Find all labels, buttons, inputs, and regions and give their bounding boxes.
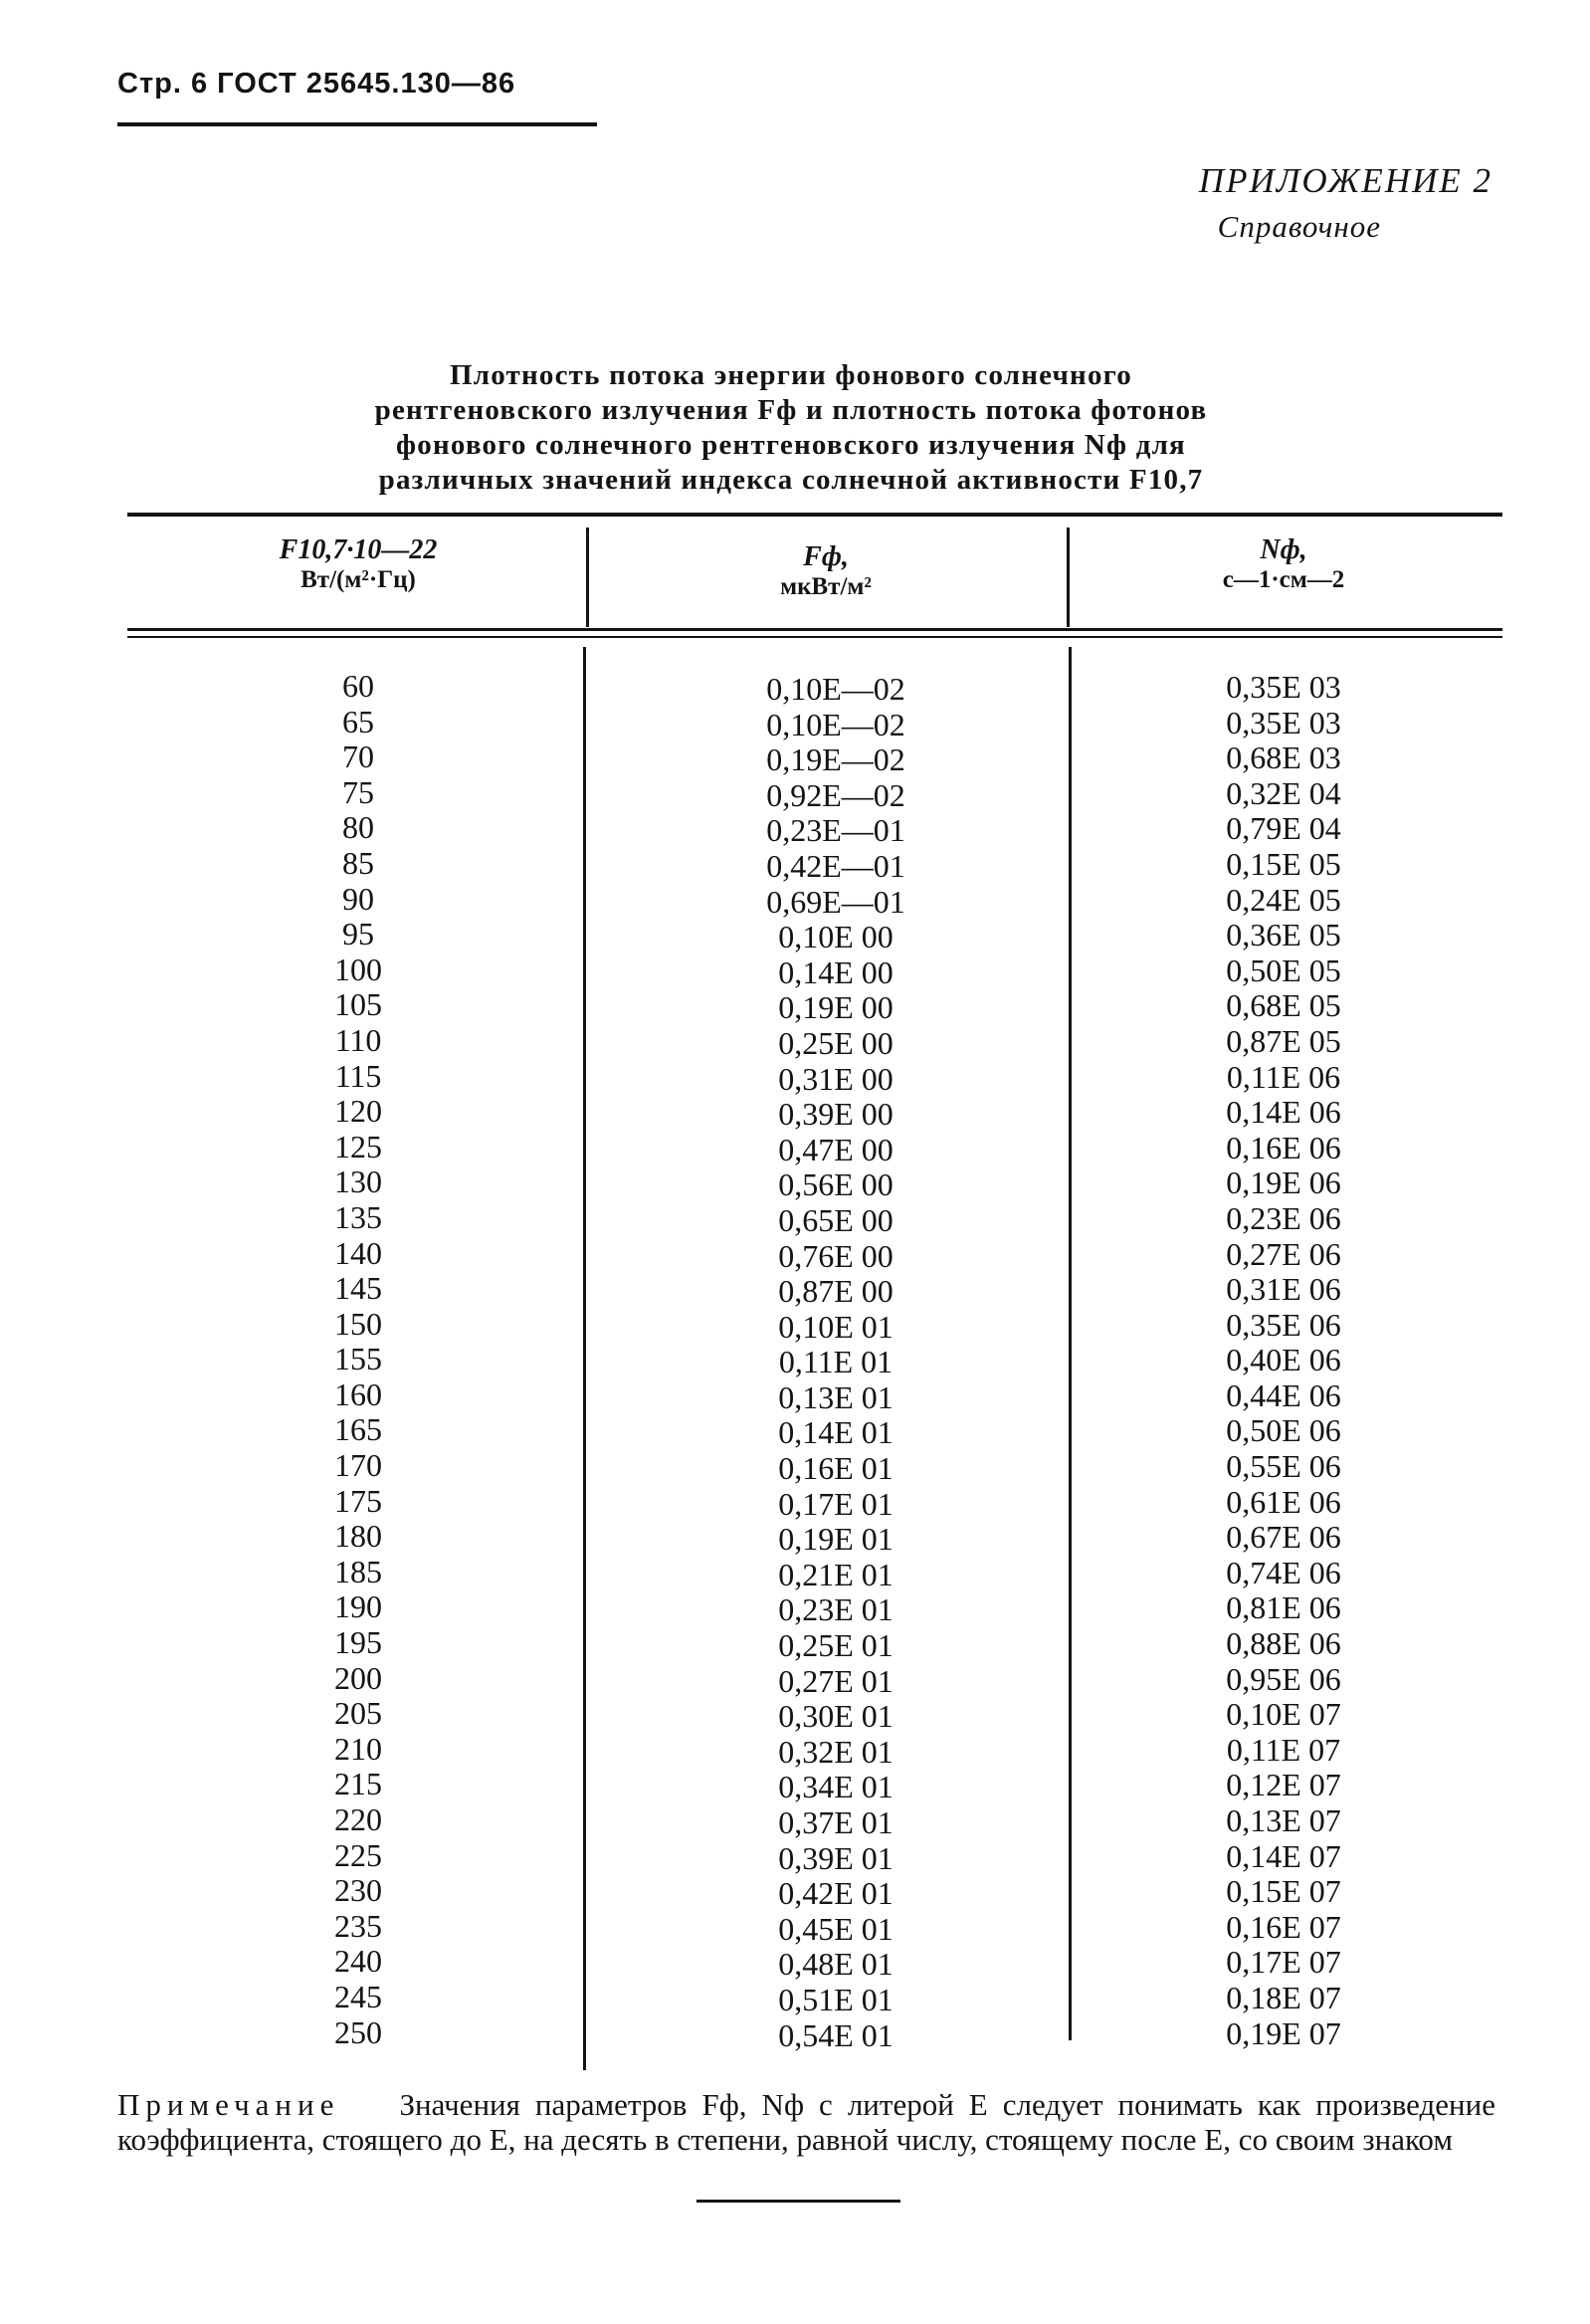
table-cell: 0,19E 01: [778, 1521, 894, 1558]
table-cell: 0,15E 05: [1226, 845, 1341, 882]
table-cell: 0,79E 04: [1226, 810, 1341, 847]
column-f-phi-values: [696, 672, 975, 2053]
table-top-rule: [127, 513, 1502, 517]
table-cell: 190: [334, 1588, 382, 1625]
column-divider: [586, 528, 589, 627]
column-n-phi-values: [1144, 670, 1423, 2051]
table-cell: 0,16E 06: [1226, 1129, 1341, 1165]
table-cell: 110: [334, 1021, 382, 1058]
table-cell: 0,61E 06: [1226, 1483, 1341, 1520]
table-cell: 0,27E 01: [778, 1662, 894, 1699]
table-cell: 175: [334, 1482, 382, 1519]
table-cell: 0,17E 07: [1226, 1944, 1341, 1981]
header-rule: [117, 122, 597, 126]
table-title-line: различных значений индекса солнечной активности F10,7: [378, 464, 1204, 496]
table-cell: 0,47E 00: [778, 1131, 894, 1167]
table-cell: 0,65E 00: [778, 1201, 894, 1238]
table-cell: 0,76E 00: [778, 1237, 894, 1274]
table-cell: 0,32E 01: [778, 1733, 894, 1770]
table-cell: 0,17E 01: [778, 1485, 894, 1522]
table-cell: 105: [334, 986, 382, 1023]
table-cell: 245: [334, 1978, 382, 2014]
table-cell: 0,14E 07: [1226, 1837, 1341, 1874]
table-cell: 0,68E 03: [1226, 739, 1341, 776]
table-cell: 0,50E 06: [1226, 1412, 1341, 1449]
table-cell: 0,51E 01: [778, 1981, 894, 2017]
table-cell: 130: [334, 1163, 382, 1200]
column-unit: Вт/(м²·Гц): [300, 566, 416, 593]
appendix-title: ПРИЛОЖЕНИЕ 2: [1198, 161, 1492, 200]
table-cell: 0,40E 06: [1226, 1342, 1341, 1378]
table-cell: 155: [334, 1341, 382, 1377]
table-cell: 210: [334, 1730, 382, 1767]
table-cell: 0,14E 00: [778, 953, 894, 990]
appendix-subtitle: Справочное: [1217, 209, 1381, 244]
note-label: Примечание: [117, 2087, 340, 2122]
table-cell: 0,27E 06: [1226, 1235, 1341, 1272]
column-header-n-phi: [1144, 535, 1423, 595]
table-cell: 0,42E—01: [766, 847, 905, 884]
table-cell: 0,95E 06: [1226, 1660, 1341, 1697]
table-cell: 220: [334, 1801, 382, 1837]
table-cell: 0,39E 00: [778, 1096, 894, 1133]
table-cell: 140: [334, 1234, 382, 1271]
table-cell: 0,16E 01: [778, 1450, 894, 1487]
table-cell: 0,21E 01: [778, 1556, 894, 1592]
table-cell: 0,19E 07: [1226, 2014, 1341, 2051]
table-cell: 205: [334, 1695, 382, 1732]
table-cell: 0,48E 01: [778, 1946, 894, 1983]
table-cell: 170: [334, 1447, 382, 1484]
table-cell: 125: [334, 1128, 382, 1164]
table-cell: 0,37E 01: [778, 1804, 894, 1840]
table-cell: 0,23E—01: [766, 812, 905, 849]
table-cell: 0,13E 01: [778, 1378, 894, 1415]
table-cell: 0,56E 00: [778, 1166, 894, 1203]
table-cell: 80: [342, 809, 374, 846]
table-cell: 60: [342, 668, 374, 704]
table-cell: 0,25E 00: [778, 1024, 894, 1061]
table-cell: 0,34E 01: [778, 1769, 894, 1805]
table-cell: 0,92E—02: [766, 776, 905, 813]
table-cell: 95: [342, 916, 374, 952]
table-cell: 230: [334, 1872, 382, 1909]
column-unit: с—1·см—2: [1222, 566, 1345, 593]
table-cell: 0,11E 07: [1226, 1731, 1341, 1768]
table-cell: 0,19E 00: [778, 989, 894, 1026]
table-cell: 215: [334, 1766, 382, 1802]
table-cell: 180: [334, 1518, 382, 1555]
table-cell: 0,42E 01: [778, 1875, 894, 1912]
table-cell: 0,10E—02: [766, 706, 905, 742]
table-cell: 0,35E 03: [1226, 669, 1341, 705]
table-cell: 100: [334, 951, 382, 987]
table-cell: 135: [334, 1198, 382, 1235]
table-cell: 75: [342, 773, 374, 810]
table-title-line: рентгеновского излучения Fф и плотность потока фотонов: [374, 394, 1208, 426]
table-cell: 0,88E 06: [1226, 1625, 1341, 1662]
table-cell: 225: [334, 1836, 382, 1873]
table-cell: 145: [334, 1270, 382, 1307]
table-cell: 0,10E 00: [778, 919, 894, 955]
table-cell: 0,68E 05: [1226, 987, 1341, 1024]
table-cell: 0,11E 06: [1226, 1058, 1341, 1095]
table-cell: 0,67E 06: [1226, 1519, 1341, 1556]
table-cell: 185: [334, 1553, 382, 1589]
table-cell: 0,39E 01: [778, 1839, 894, 1876]
table-title-line: фонового солнечного рентгеновского излучения Nф для: [396, 429, 1186, 461]
table-cell: 160: [334, 1375, 382, 1412]
table-cell: 0,19E 06: [1226, 1164, 1341, 1201]
table-cell: 0,11E 01: [778, 1344, 894, 1380]
table-cell: 0,13E 07: [1226, 1802, 1341, 1838]
table-cell: 165: [334, 1411, 382, 1448]
table-cell: 0,44E 06: [1226, 1376, 1341, 1413]
table-cell: 0,31E 06: [1226, 1271, 1341, 1308]
table-cell: 115: [334, 1057, 382, 1094]
table-cell: 240: [334, 1943, 382, 1980]
column-divider: [583, 647, 586, 2070]
table-cell: 0,16E 07: [1226, 1908, 1341, 1945]
table-cell: 0,69E—01: [766, 883, 905, 920]
column-symbol: Fф,: [803, 541, 849, 572]
table-cell: 0,35E 06: [1226, 1306, 1341, 1343]
column-f107-values: [259, 669, 458, 2050]
column-symbol: Nф,: [1260, 534, 1307, 565]
page-header: Стр. 6 ГОСТ 25645.130—86: [117, 68, 516, 100]
table-cell: 0,81E 06: [1226, 1589, 1341, 1626]
table-cell: 0,10E 01: [778, 1308, 894, 1345]
header-bottom-rule: [127, 636, 1502, 638]
column-symbol: F10,7·10—22: [279, 534, 438, 565]
table-cell: 0,24E 05: [1226, 881, 1341, 918]
table-cell: 0,10E 07: [1226, 1696, 1341, 1733]
table-title: [129, 358, 1453, 498]
table-cell: 200: [334, 1659, 382, 1696]
column-header-f107: [189, 535, 527, 595]
table-title-line: Плотность потока энергии фонового солнечного: [449, 359, 1133, 391]
table-cell: 0,55E 06: [1226, 1448, 1341, 1485]
table-cell: 235: [334, 1907, 382, 1944]
table-cell: 195: [334, 1624, 382, 1661]
table-cell: 90: [342, 880, 374, 917]
table-cell: 0,18E 07: [1226, 1979, 1341, 2015]
table-cell: 0,12E 07: [1226, 1767, 1341, 1803]
table-cell: 0,15E 07: [1226, 1873, 1341, 1910]
table-cell: 0,23E 01: [778, 1591, 894, 1628]
table-cell: 0,36E 05: [1226, 917, 1341, 953]
table-cell: 0,45E 01: [778, 1910, 894, 1947]
header-bottom-rule: [127, 628, 1502, 631]
table-cell: 0,50E 05: [1226, 951, 1341, 988]
table-note: [117, 2087, 1495, 2157]
table-cell: 65: [342, 703, 374, 739]
table-cell: 0,30E 01: [778, 1698, 894, 1735]
note-text: Значения параметров Fф, Nф с литерой E следует понимать как произведение коэффициента, стоящего до E, на десять в степени, равной числу, стоящему после E, со своим знаком: [117, 2087, 1496, 2157]
table-cell: 0,54E 01: [778, 2016, 894, 2053]
column-header-f-phi: [687, 542, 965, 602]
table-cell: 150: [334, 1305, 382, 1342]
table-cell: 0,19E—02: [766, 741, 905, 778]
table-cell: 0,25E 01: [778, 1627, 894, 1664]
table-cell: 0,14E 01: [778, 1414, 894, 1451]
table-cell: 70: [342, 739, 374, 775]
table-cell: 0,32E 04: [1226, 774, 1341, 811]
table-cell: 0,87E 05: [1226, 1022, 1341, 1059]
column-divider: [1067, 528, 1070, 627]
note-rule: [696, 2200, 900, 2203]
table-cell: 0,14E 06: [1226, 1094, 1341, 1131]
table-cell: 0,74E 06: [1226, 1554, 1341, 1590]
table-cell: 0,10E—02: [766, 671, 905, 707]
table-cell: 250: [334, 2013, 382, 2050]
column-unit: мкВт/м²: [780, 573, 872, 600]
table-cell: 0,23E 06: [1226, 1199, 1341, 1236]
table-cell: 0,87E 00: [778, 1273, 894, 1310]
column-divider: [1069, 647, 1072, 2040]
table-cell: 0,31E 00: [778, 1060, 894, 1097]
table-cell: 85: [342, 844, 374, 881]
table-cell: 0,35E 03: [1226, 704, 1341, 740]
table-cell: 120: [334, 1093, 382, 1130]
